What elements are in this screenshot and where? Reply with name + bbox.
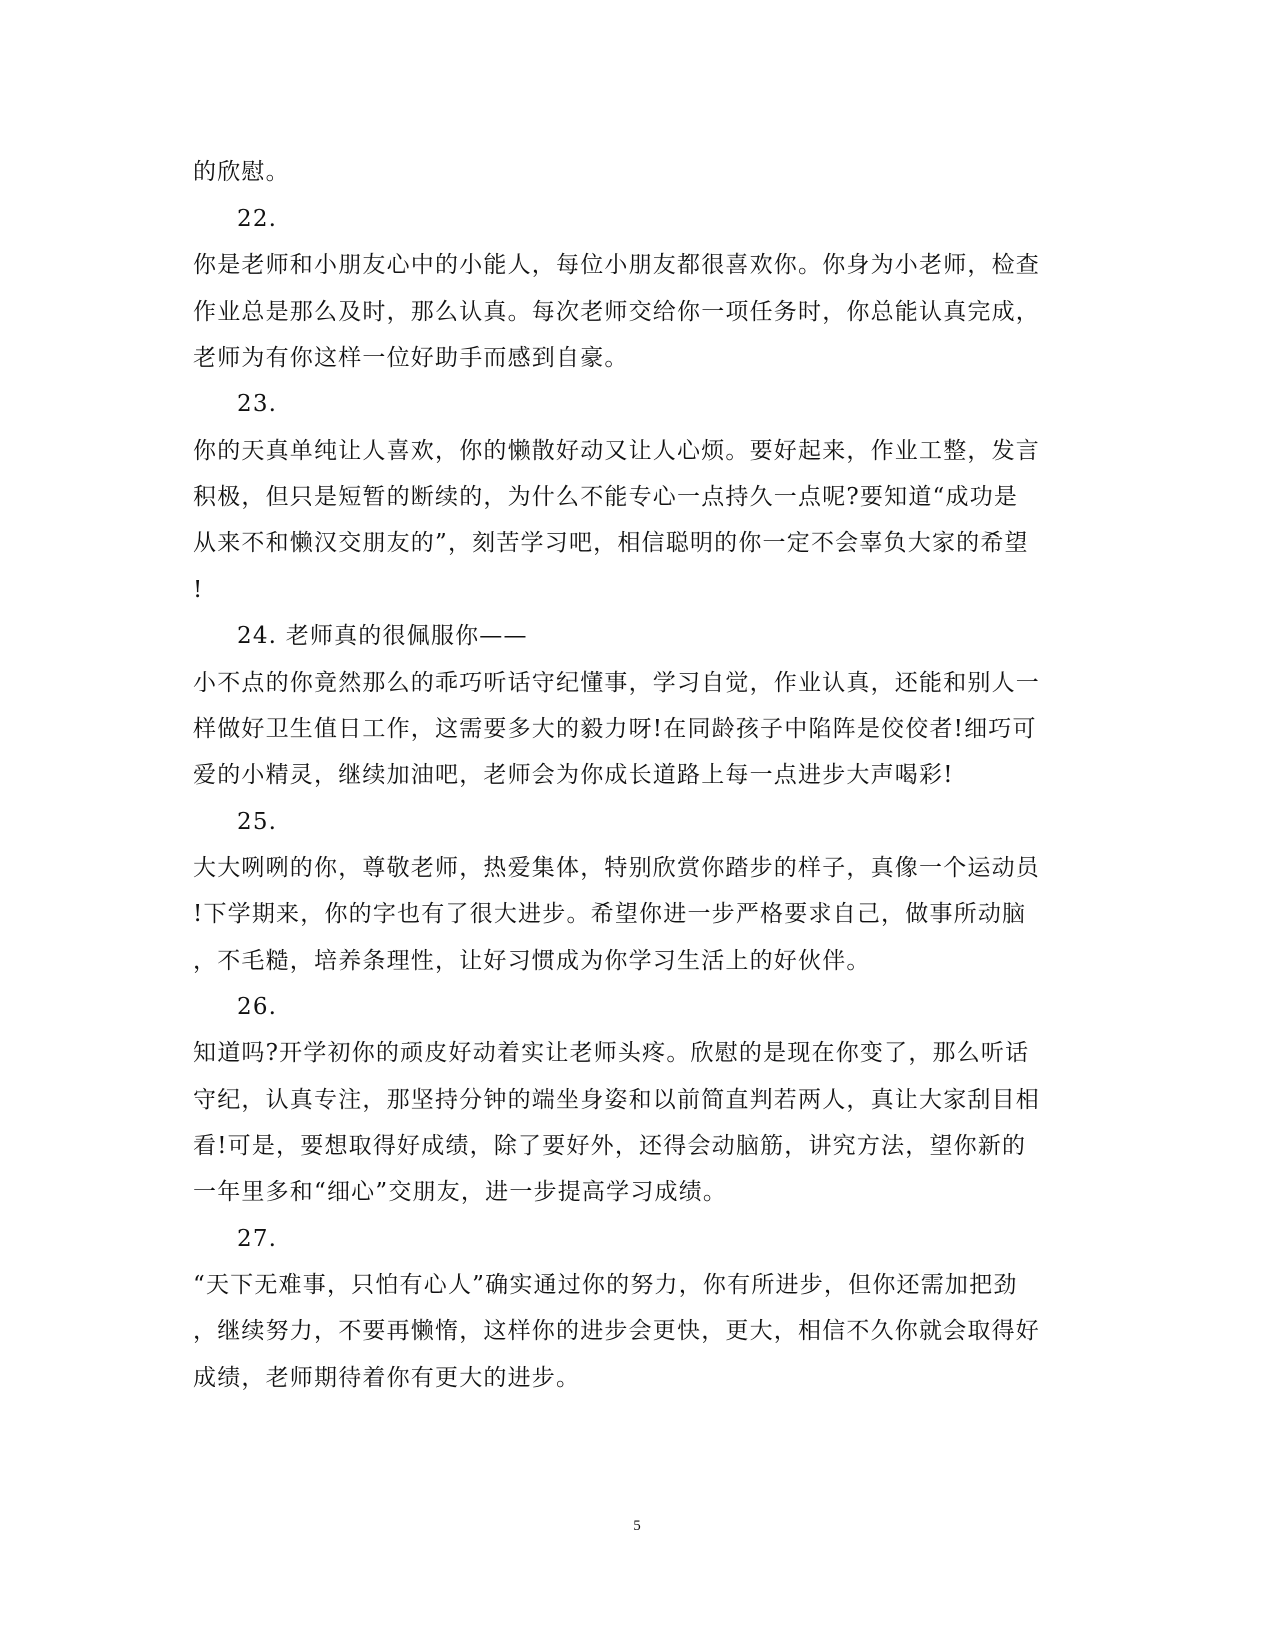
text-line: ，不毛糙，培养条理性，让好习惯成为你学习生活上的好伙伴。 xyxy=(193,948,871,974)
text-line: !下学期来，你的字也有了很大进步。希望你进一步严格要求自己，做事所动脑 xyxy=(193,901,1027,927)
text-line: “天下无难事，只怕有心人”确实通过你的努力，你有所进步，但你还需加把劲 xyxy=(193,1272,1018,1298)
text-line: 一年里多和“细心”交朋友，进一步提高学习成绩。 xyxy=(193,1179,728,1205)
text-line: 样做好卫生值日工作，这需要多大的毅力呀!在同龄孩子中陷阵是佼佼者!细巧可 xyxy=(193,716,1037,742)
text-line: 知道吗?开学初你的顽皮好动着实让老师头疼。欣慰的是现在你变了，那么听话 xyxy=(193,1040,1030,1066)
text-line: 的欣慰。 xyxy=(193,159,290,185)
text-line: 老师为有你这样一位好助手而感到自豪。 xyxy=(193,345,629,371)
entry-number: 27. xyxy=(237,1226,278,1252)
text-line: 大大咧咧的你，尊敬老师，热爱集体，特别欣赏你踏步的样子，真像一个运动员 xyxy=(193,855,1040,881)
entry-number: 25. xyxy=(237,809,278,835)
text-line: 爱的小精灵，继续加油吧，老师会为你成长道路上每一点进步大声喝彩! xyxy=(193,762,954,788)
text-line: ! xyxy=(193,577,204,603)
text-line: 作业总是那么及时，那么认真。每次老师交给你一项任务时，你总能认真完成， xyxy=(193,299,1040,325)
text-line: 看!可是，要想取得好成绩，除了要好外，还得会动脑筋，讲究方法，望你新的 xyxy=(193,1133,1027,1159)
entry-number: 22. xyxy=(237,206,278,232)
page-number: 5 xyxy=(633,1518,641,1534)
text-line: 守纪，认真专注，那坚持分钟的端坐身姿和以前简直判若两人，真让大家刮目相 xyxy=(193,1087,1040,1113)
text-line: ，继续努力，不要再懒惰，这样你的进步会更快，更大，相信不久你就会取得好 xyxy=(193,1318,1040,1344)
text-line: 小不点的你竟然那么的乖巧听话守纪懂事，学习自觉，作业认真，还能和别人一 xyxy=(193,670,1040,696)
text-line: 你的天真单纯让人喜欢，你的懒散好动又让人心烦。要好起来，作业工整，发言 xyxy=(193,438,1040,464)
text-line: 成绩，老师期待着你有更大的进步。 xyxy=(193,1365,581,1391)
entry-heading: 24. 老师真的很佩服你—— xyxy=(237,623,528,649)
text-line: 积极，但只是短暂的断续的，为什么不能专心一点持久一点呢?要知道“成功是 xyxy=(193,484,1019,510)
text-line: 从来不和懒汉交朋友的”，刻苦学习吧，相信聪明的你一定不会辜负大家的希望 xyxy=(193,530,1029,556)
text-line: 你是老师和小朋友心中的小能人，每位小朋友都很喜欢你。你身为小老师，检查 xyxy=(193,252,1040,278)
entry-number: 23. xyxy=(237,391,278,417)
entry-number: 26. xyxy=(237,994,278,1020)
